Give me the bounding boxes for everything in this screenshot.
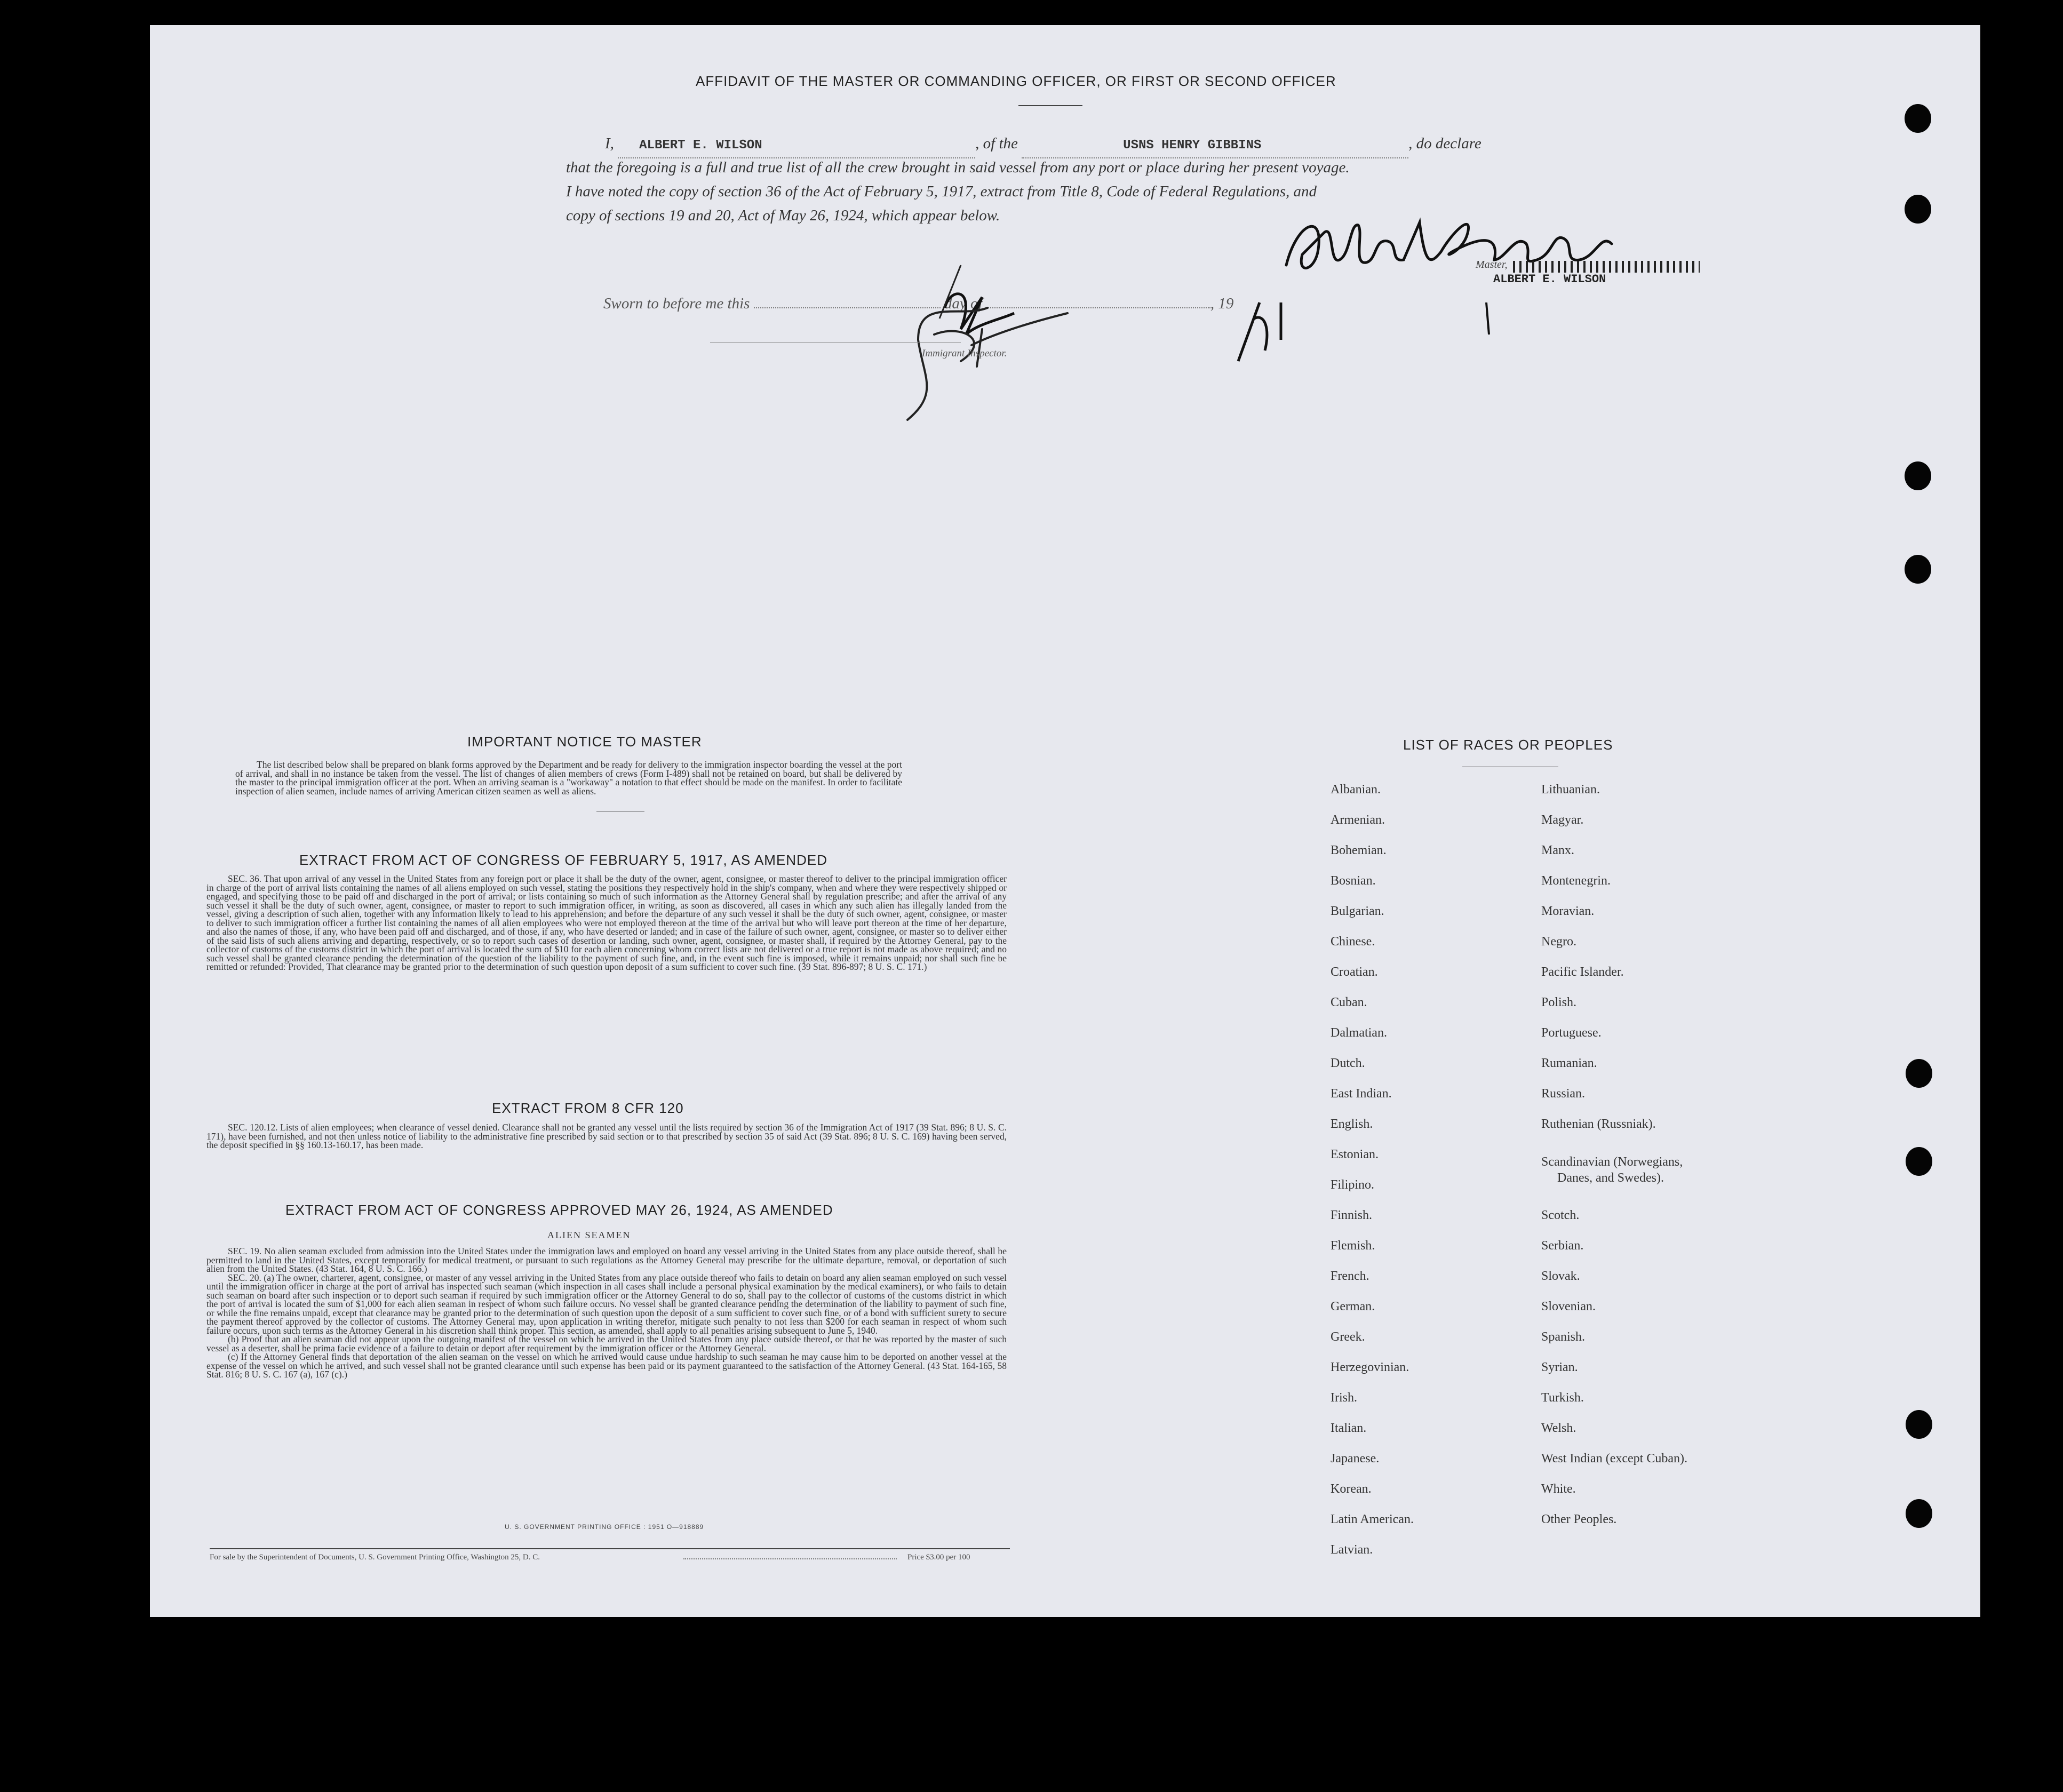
race-item: Dalmatian. <box>1331 1026 1387 1040</box>
year-label: , 19 <box>1210 295 1234 312</box>
master-name-field <box>618 132 975 158</box>
race-item: Lithuanian. <box>1541 783 1600 797</box>
race-item: Slovenian. <box>1541 1300 1596 1313</box>
binder-hole <box>1906 1147 1932 1176</box>
binder-hole <box>1906 1059 1932 1088</box>
notice-paragraph: The list described below shall be prepared on blank forms approved by the Department and be ready for delivery to the immigration inspector boarding the vessel at the port of arrival, and shall in no instance be taken from the vessel. The list of changes of alien members of crews (Form I-489) shall not be retained on board, but shall be delivered by the master to the principal immigration officer at the port. When an arriving seaman is a "workaway" a notation to that effect should be made on the manifest. In order to facilitate inspection of alien seamen, include names of arriving American citizen seamen as well as aliens. <box>235 759 902 797</box>
races-title: LIST OF RACES OR PEOPLES <box>1403 737 1613 753</box>
binder-hole <box>1905 195 1931 224</box>
binder-hole <box>1905 461 1931 490</box>
race-item: Chinese. <box>1331 935 1375 949</box>
binder-hole <box>1905 104 1931 133</box>
vessel-name: USNS HENRY GIBBINS <box>1123 138 1262 153</box>
binder-hole <box>1906 1410 1932 1439</box>
race-item: Russian. <box>1541 1087 1586 1101</box>
race-item: Cuban. <box>1331 995 1367 1009</box>
inspector-signature-line <box>710 342 961 343</box>
alien-seamen-subtitle: ALIEN SEAMEN <box>547 1230 631 1240</box>
race-item: Scandinavian (Norwegians, <box>1541 1155 1683 1169</box>
sworn-label: Sworn to before me this <box>603 295 750 312</box>
section-20b-paragraph: (b) Proof that an alien seaman did not appear upon the outgoing manifest of the vessel on which he arrived in the United States from any place outside thereof, or that he was reported by the master of such vessel as a deserter, shall be prima facie evidence of a failure to detain or deport after requirement by the immigration officer or the Attorney General. <box>206 1334 1007 1353</box>
section-20c-paragraph: (c) If the Attorney General finds that deportation of the alien seaman on the vessel on which he arrived would cause undue hardship to such seaman he may cause him to be deported on another vessel at the expense of the vessel on which he arrived, and such vessel shall not be granted clearance until such expense has been paid or its payment guaranteed to the satisfaction of the Attorney General. (43 Stat. 164-165, 58 Stat. 816; 8 U. S. C. 167 (a), 167 (c).) <box>206 1351 1007 1380</box>
race-item: Other Peoples. <box>1541 1512 1617 1526</box>
race-item: Welsh. <box>1541 1421 1576 1435</box>
race-item: Flemish. <box>1331 1239 1375 1253</box>
declaration-line-2: that the foregoing is a full and true list of all the crew brought in said vessel from any port or place during her present voyage. <box>566 159 1350 176</box>
declaration-line-3: I have noted the copy of section 36 of the Act of February 5, 1917, extract from Title 8, Code of Federal Regulations, and <box>566 183 1317 200</box>
binder-hole <box>1906 1499 1932 1528</box>
of-the-label: , of the <box>975 135 1018 152</box>
do-declare-label: , do declare <box>1408 135 1481 152</box>
race-item: Turkish. <box>1541 1391 1584 1405</box>
race-item: Estonian. <box>1331 1148 1379 1161</box>
race-item: Bulgarian. <box>1331 904 1384 918</box>
race-item: Moravian. <box>1541 904 1595 918</box>
race-item: White. <box>1541 1482 1576 1496</box>
race-item: Albanian. <box>1331 783 1381 797</box>
race-item: Polish. <box>1541 995 1577 1009</box>
race-item: Ruthenian (Russniak). <box>1541 1117 1656 1131</box>
price-note: Price $3.00 per 100 <box>907 1553 970 1562</box>
race-item: Slovak. <box>1541 1269 1580 1283</box>
race-item: Danes, and Swedes). <box>1557 1171 1664 1185</box>
race-item: Finnish. <box>1331 1208 1373 1222</box>
form-page <box>150 25 1980 1617</box>
race-item: Korean. <box>1331 1482 1372 1496</box>
race-item: Irish. <box>1331 1391 1357 1405</box>
extract-1924-title: EXTRACT FROM ACT OF CONGRESS APPROVED MAY 26, 1924, AS AMENDED <box>285 1202 833 1218</box>
master-strikeout <box>1513 261 1700 273</box>
sale-leader <box>683 1558 897 1559</box>
section-36-paragraph: SEC. 36. That upon arrival of any vessel in the United States from any foreign port or place it shall be the duty of the owner, agent, consignee, or master thereof to deliver to the principal immigration officer in charge of the port of arrival lists containing the names of all aliens employed on such vessel, stating the positions they respectively hold in the ship's company, when and where they were respectively shipped or engaged, and specifying those to be paid off and discharged in the port of arrival; or lists containing so much of such information as the Attorney General shall by regulation prescribe; and after the arrival of any such vessel it shall be the duty of such owner, agent, consignee, or master to report to such immigration officer, in writing, as soon as discovered, all cases in which any such alien has illegally landed from the vessel, giving a description of such alien, together with any information likely to lead to his apprehension; and before the departure of any such vessel it shall be the duty of such owner, agent, consignee, or master to deliver to such immigration officer a further list containing the names of all alien employees who were not employed thereon at the time of the arrival but who will leave port thereon at the time of her departure, and also the names of those, if any, who have been paid off and discharged, and of those, if any, who have deserted or landed; and in case of the failure of such owner, agent, consignee, or master so to deliver either of the said lists of such aliens arriving and departing, respectively, or so to report such cases of desertion or landing, such owner, agent, consignee, or master shall, if required by the Attorney General, pay to the collector of customs of the customs district in which the port of arrival is located the sum of $10 for each alien concerning whom correct lists are not delivered or a true report is not made as above required; and no such vessel shall be granted clearance pending the determination of the question of the liability to the payment of such fine, and, in the event such fine is imposed, while it remains unpaid; nor shall such fine be remitted or refunded: Provided, That clearance may be granted prior to the determination of such question upon deposit of a sum sufficient to cover such fine. (39 Stat. 896-897; 8 U. S. C. 171.) <box>206 873 1007 972</box>
gpo-imprint: U. S. GOVERNMENT PRINTING OFFICE : 1951 O—918889 <box>505 1523 704 1531</box>
binder-hole <box>1905 555 1931 584</box>
race-item: Herzegovinian. <box>1331 1360 1409 1374</box>
race-item: Croatian. <box>1331 965 1378 979</box>
race-item: Latvian. <box>1331 1543 1373 1557</box>
race-item: Filipino. <box>1331 1178 1375 1192</box>
race-item: Japanese. <box>1331 1452 1380 1466</box>
race-item: Latin American. <box>1331 1512 1414 1526</box>
race-item: Manx. <box>1541 843 1574 857</box>
master-name: ALBERT E. WILSON <box>639 138 762 153</box>
race-item: Magyar. <box>1541 813 1584 827</box>
notice-text <box>235 760 902 795</box>
section-20a-paragraph: SEC. 20. (a) The owner, charterer, agent, consignee, or master of any vessel arriving in the United States from any place outside thereof who fails to detain on board any alien seaman employed on such vessel until the immigration officer in charge at the port of arrival has inspected such seaman (which inspection in all cases shall include a personal physical examination by the medical examiners), or who fails to detain such seaman on board after such inspection or to deport such seaman if required by such immigration officer or the Attorney General to do so, shall pay to the collector of customs of the customs district in which the port of arrival is located the sum of $1,000 for each alien seaman in respect of whom such failure occurs. No vessel shall be granted clearance pending the determination of the liability to payment of such fine, or while the fine remains unpaid, except that clearance may be granted prior to the determination of such question upon the deposit of a sum sufficient to cover such fine, or of a bond with sufficient surety to secure the payment thereof approved by the collector of customs. The Attorney General may, upon application in writing therefor, mitigate such penalty to not less than $200 for each seaman in respect of whom such failure occurs, upon such terms as the Attorney General in his discretion shall think proper. This section, as amended, shall apply to all penalties arising subsequent to June 5, 1940. <box>206 1272 1007 1336</box>
cfr-text <box>206 1123 1007 1150</box>
extract-1917-text <box>206 874 1007 971</box>
race-item: East Indian. <box>1331 1087 1392 1101</box>
sale-note: For sale by the Superintendent of Documents, U. S. Government Printing Office, Washington 25, D. C. <box>210 1553 540 1562</box>
sworn-handwriting <box>801 254 1521 431</box>
extract-1917-title: EXTRACT FROM ACT OF CONGRESS OF FEBRUARY 5, 1917, AS AMENDED <box>299 852 827 868</box>
race-item: Serbian. <box>1541 1239 1584 1253</box>
race-item: Portuguese. <box>1541 1026 1602 1040</box>
race-item: Montenegrin. <box>1541 874 1611 888</box>
race-item: Pacific Islander. <box>1541 965 1624 979</box>
declaration-line-1 <box>605 132 1481 158</box>
race-item: Spanish. <box>1541 1330 1586 1344</box>
cfr-title: EXTRACT FROM 8 CFR 120 <box>492 1100 684 1116</box>
vessel-name-field <box>1022 132 1408 158</box>
extract-1924-text <box>206 1247 1007 1379</box>
master-label: Master, <box>1476 259 1508 270</box>
affidavit-title: AFFIDAVIT OF THE MASTER OR COMMANDING OFFICER, OR FIRST OR SECOND OFFICER <box>696 73 1336 89</box>
race-item: Scotch. <box>1541 1208 1580 1222</box>
race-item: German. <box>1331 1300 1375 1313</box>
race-item: Negro. <box>1541 935 1576 949</box>
race-item: West Indian (except Cuban). <box>1541 1452 1687 1466</box>
race-item: Dutch. <box>1331 1056 1365 1070</box>
races-left-column <box>1331 783 1414 1573</box>
race-item: Armenian. <box>1331 813 1385 827</box>
day-label: day of <box>944 295 983 312</box>
race-item: Italian. <box>1331 1421 1367 1435</box>
section-120-12-paragraph: SEC. 120.12. Lists of alien employees; when clearance of vessel denied. Clearance shall not be granted any vessel until the lists required by section 36 of the Immigration Act of 1917 (39 Stat. 896; 8 U. S. C. 171), have been furnished, and not then unless notice of liability to the administrative fine prescribed by said section or to that prescribed by section 35 of said Act (39 Stat. 896; 8 U. S. C. 169) having been served, the deposit specified in §§ 160.13-160.17, has been made. <box>206 1122 1007 1150</box>
race-item: French. <box>1331 1269 1369 1283</box>
races-right-column <box>1541 783 1687 1543</box>
inspector-label: Immigrant Inspector. <box>922 348 1007 359</box>
race-item: English. <box>1331 1117 1373 1131</box>
pronoun: I, <box>605 135 614 152</box>
race-item: Bosnian. <box>1331 874 1376 888</box>
section-19-paragraph: SEC. 19. No alien seaman excluded from admission into the United States under the immigration laws and employed on board any vessel arriving in the United States from any place outside thereof, shall be permitted to land in the United States, except temporarily for medical treatment, or pursuant to such regulations as the Attorney General may prescribe for the ultimate departure, removal, or deportation of such alien from the United States. (43 Stat. 164, 8 U. S. C. 166.) <box>206 1246 1007 1274</box>
race-item: Syrian. <box>1541 1360 1578 1374</box>
footer-rule <box>210 1548 1010 1549</box>
race-item: Bohemian. <box>1331 843 1387 857</box>
notice-title: IMPORTANT NOTICE TO MASTER <box>467 734 702 750</box>
declaration-line-4: copy of sections 19 and 20, Act of May 26, 1924, which appear below. <box>566 207 1000 224</box>
master-name-stamp: ALBERT E. WILSON <box>1493 273 1606 286</box>
race-item: Rumanian. <box>1541 1056 1597 1070</box>
affidavit-title-rule <box>1018 105 1082 106</box>
race-item: Greek. <box>1331 1330 1365 1344</box>
